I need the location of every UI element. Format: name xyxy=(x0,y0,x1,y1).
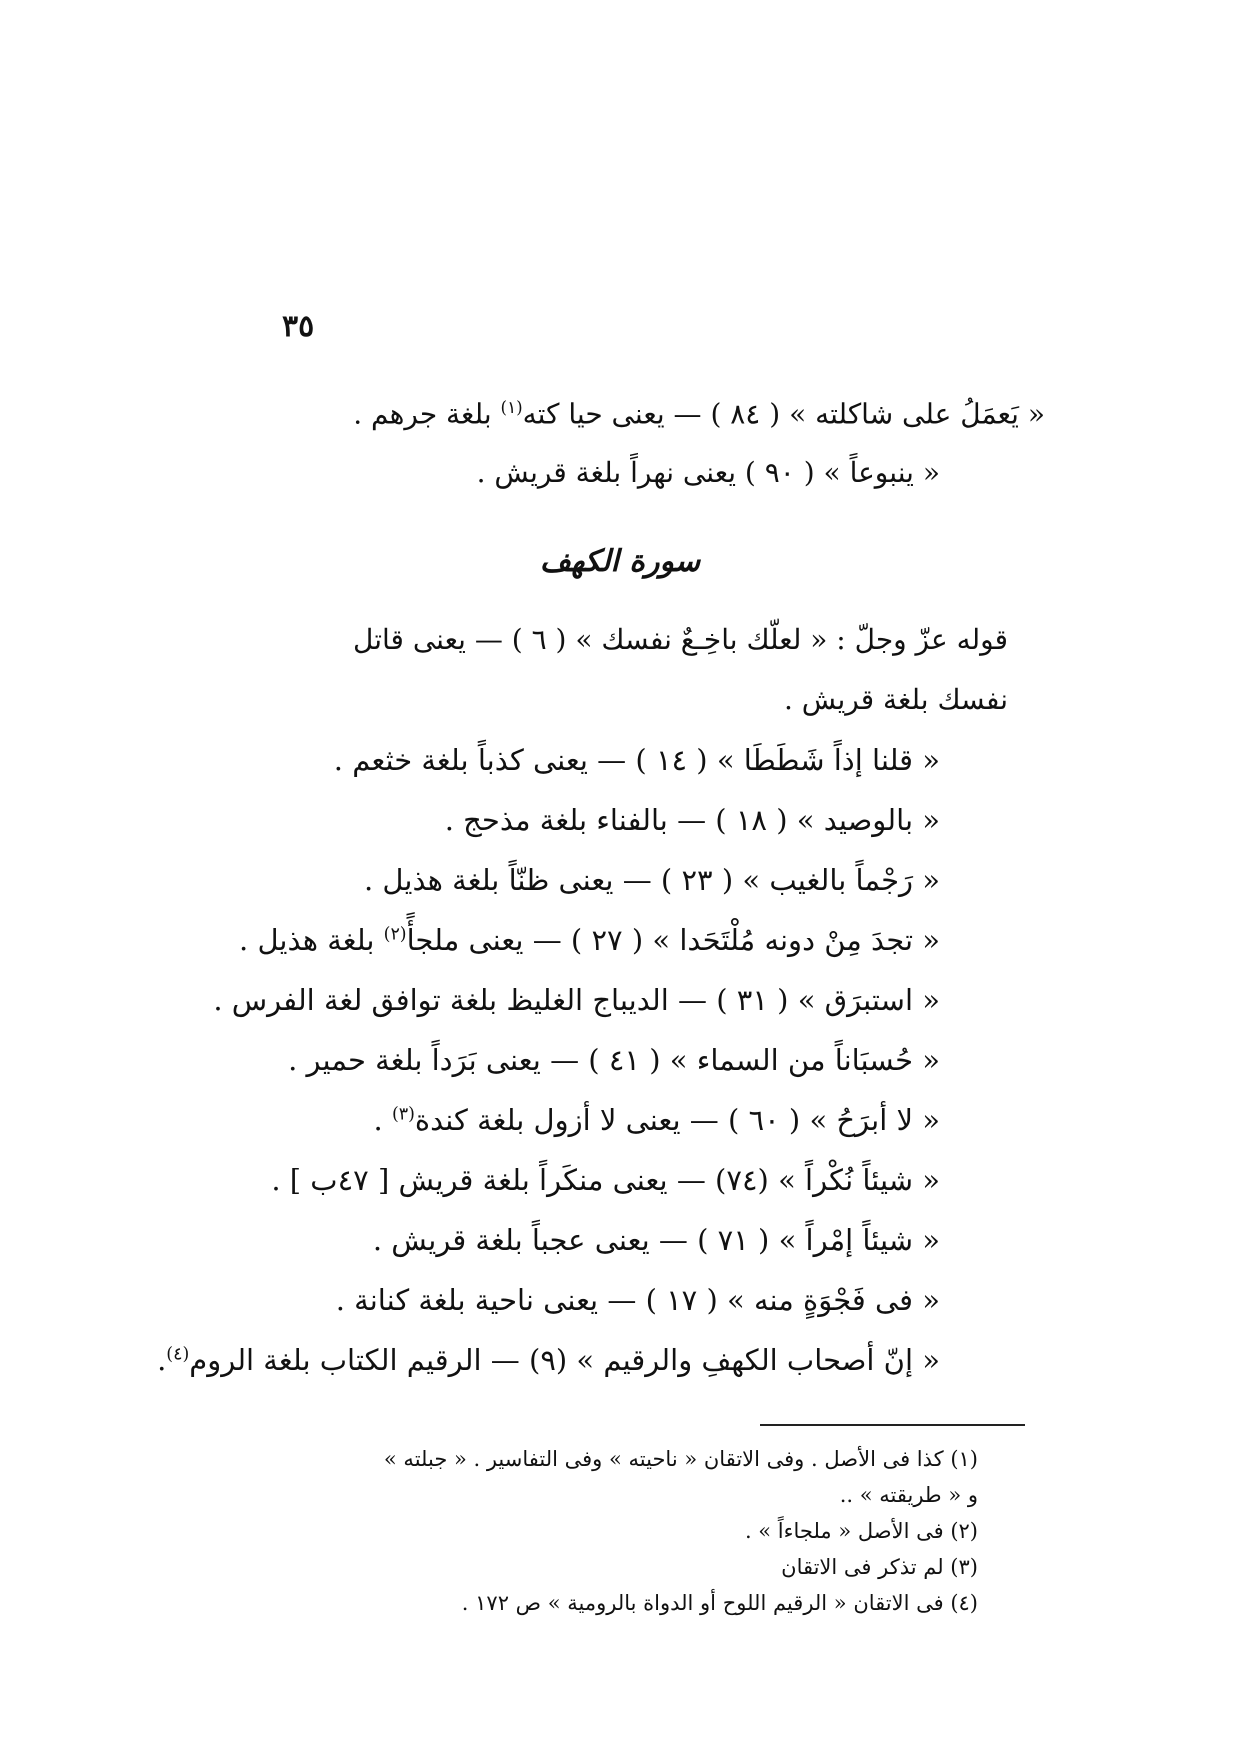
verse-text-after: بلغة جرهم . xyxy=(353,397,501,431)
verse-line xyxy=(213,985,940,1017)
verse-text: « تجدَ مِنْ دونه مُلْتَحَدا » ( ٢٧ ) — يعنى ملجأً xyxy=(406,923,940,957)
footnote-1-continued: و « طريقته » .. xyxy=(839,1483,978,1507)
verse-line xyxy=(445,805,940,837)
verse-line xyxy=(477,458,940,489)
verse-text: « إنّ أصحاب الكهفِ والرقيم » (٩) — الرقيم الكتاب بلغة الروم xyxy=(189,1343,940,1377)
footnote-2: (٢) فى الأصل « ملجاءاً » . xyxy=(744,1519,978,1543)
verse-text: « لا أبرَحُ » ( ٦٠ ) — يعنى لا أزول بلغة كندة xyxy=(414,1103,940,1137)
page-number: ٣٥ xyxy=(282,309,315,344)
footnote-marker: (١) xyxy=(500,397,523,417)
footnote-3: (٣) لم تذكر فى الاتقان xyxy=(781,1555,978,1579)
verse-line xyxy=(353,398,1045,430)
footnote-marker: (٣) xyxy=(391,1104,415,1125)
verse-text: « فى فَجْوَةٍ منه » ( ١٧ ) — يعنى ناحية بلغة كنانة . xyxy=(335,1283,940,1317)
footnote-marker: (٢) xyxy=(383,924,407,945)
verse-text: « بالوصيد » ( ١٨ ) — بالفناء بلغة مذحج . xyxy=(444,803,940,837)
intro-line-1: قوله عزّ وجلّ : « لعلّك باخِـعٌ نفسك » ( ٦ ) — يعنى قاتل xyxy=(353,623,1008,656)
verse-text-after: بلغة هذيل . xyxy=(239,923,384,957)
verse-text: « رَجْماً بالغيب » ( ٢٣ ) — يعنى ظنّاً بلغة هذيل . xyxy=(363,863,940,897)
surah-title: سورة الكهف xyxy=(539,544,701,579)
footnote-4: (٤) فى الاتقان « الرقيم اللوح أو الدواة بالرومية » ص ١٧٢ . xyxy=(461,1591,978,1615)
verse-text-after: . xyxy=(373,1103,392,1137)
verse-text: « شيئاً إمْراً » ( ٧١ ) — يعنى عجباً بلغة قريش . xyxy=(372,1223,940,1257)
verse-text: « يَعمَلُ على شاكلته » ( ٨٤ ) — يعنى حيا كته xyxy=(522,397,1045,431)
verse-line xyxy=(374,1105,941,1137)
verse-text: « استبرَق » ( ٣١ ) — الديباج الغليظ بلغة توافق لغة الفرس . xyxy=(213,983,940,1017)
verse-line xyxy=(336,1285,940,1317)
verse-line xyxy=(364,865,940,897)
verse-line xyxy=(239,925,940,957)
verse-text: « قلنا إذاً شَطَطَا » ( ١٤ ) — يعنى كذباً بلغة خثعم . xyxy=(333,743,940,777)
verse-line xyxy=(271,1165,940,1197)
footnote-divider xyxy=(760,1424,1025,1426)
verse-line xyxy=(373,1225,940,1257)
footnote-1: (١) كذا فى الأصل . وفى الاتقان « ناحيته » وفى التفاسير . « جبلته » xyxy=(383,1447,978,1471)
footnote-marker: (٤) xyxy=(166,1344,190,1365)
verse-line xyxy=(157,1345,940,1377)
verse-text: « ينبوعاً » ( ٩٠ ) يعنى نهراً بلغة قريش . xyxy=(476,456,940,489)
verse-text: « حُسبَاناً من السماء » ( ٤١ ) — يعنى بَرَداً بلغة حمير . xyxy=(288,1043,940,1077)
verse-text: « شيئاً نُكْراً » (٧٤) — يعنى منكَراً بلغة قريش [ ٤٧ب ] . xyxy=(271,1163,940,1197)
verse-line xyxy=(288,1045,940,1077)
verse-text-after: . xyxy=(157,1343,167,1377)
verse-line xyxy=(334,745,940,777)
intro-line-2: نفسك بلغة قريش . xyxy=(783,683,1008,716)
